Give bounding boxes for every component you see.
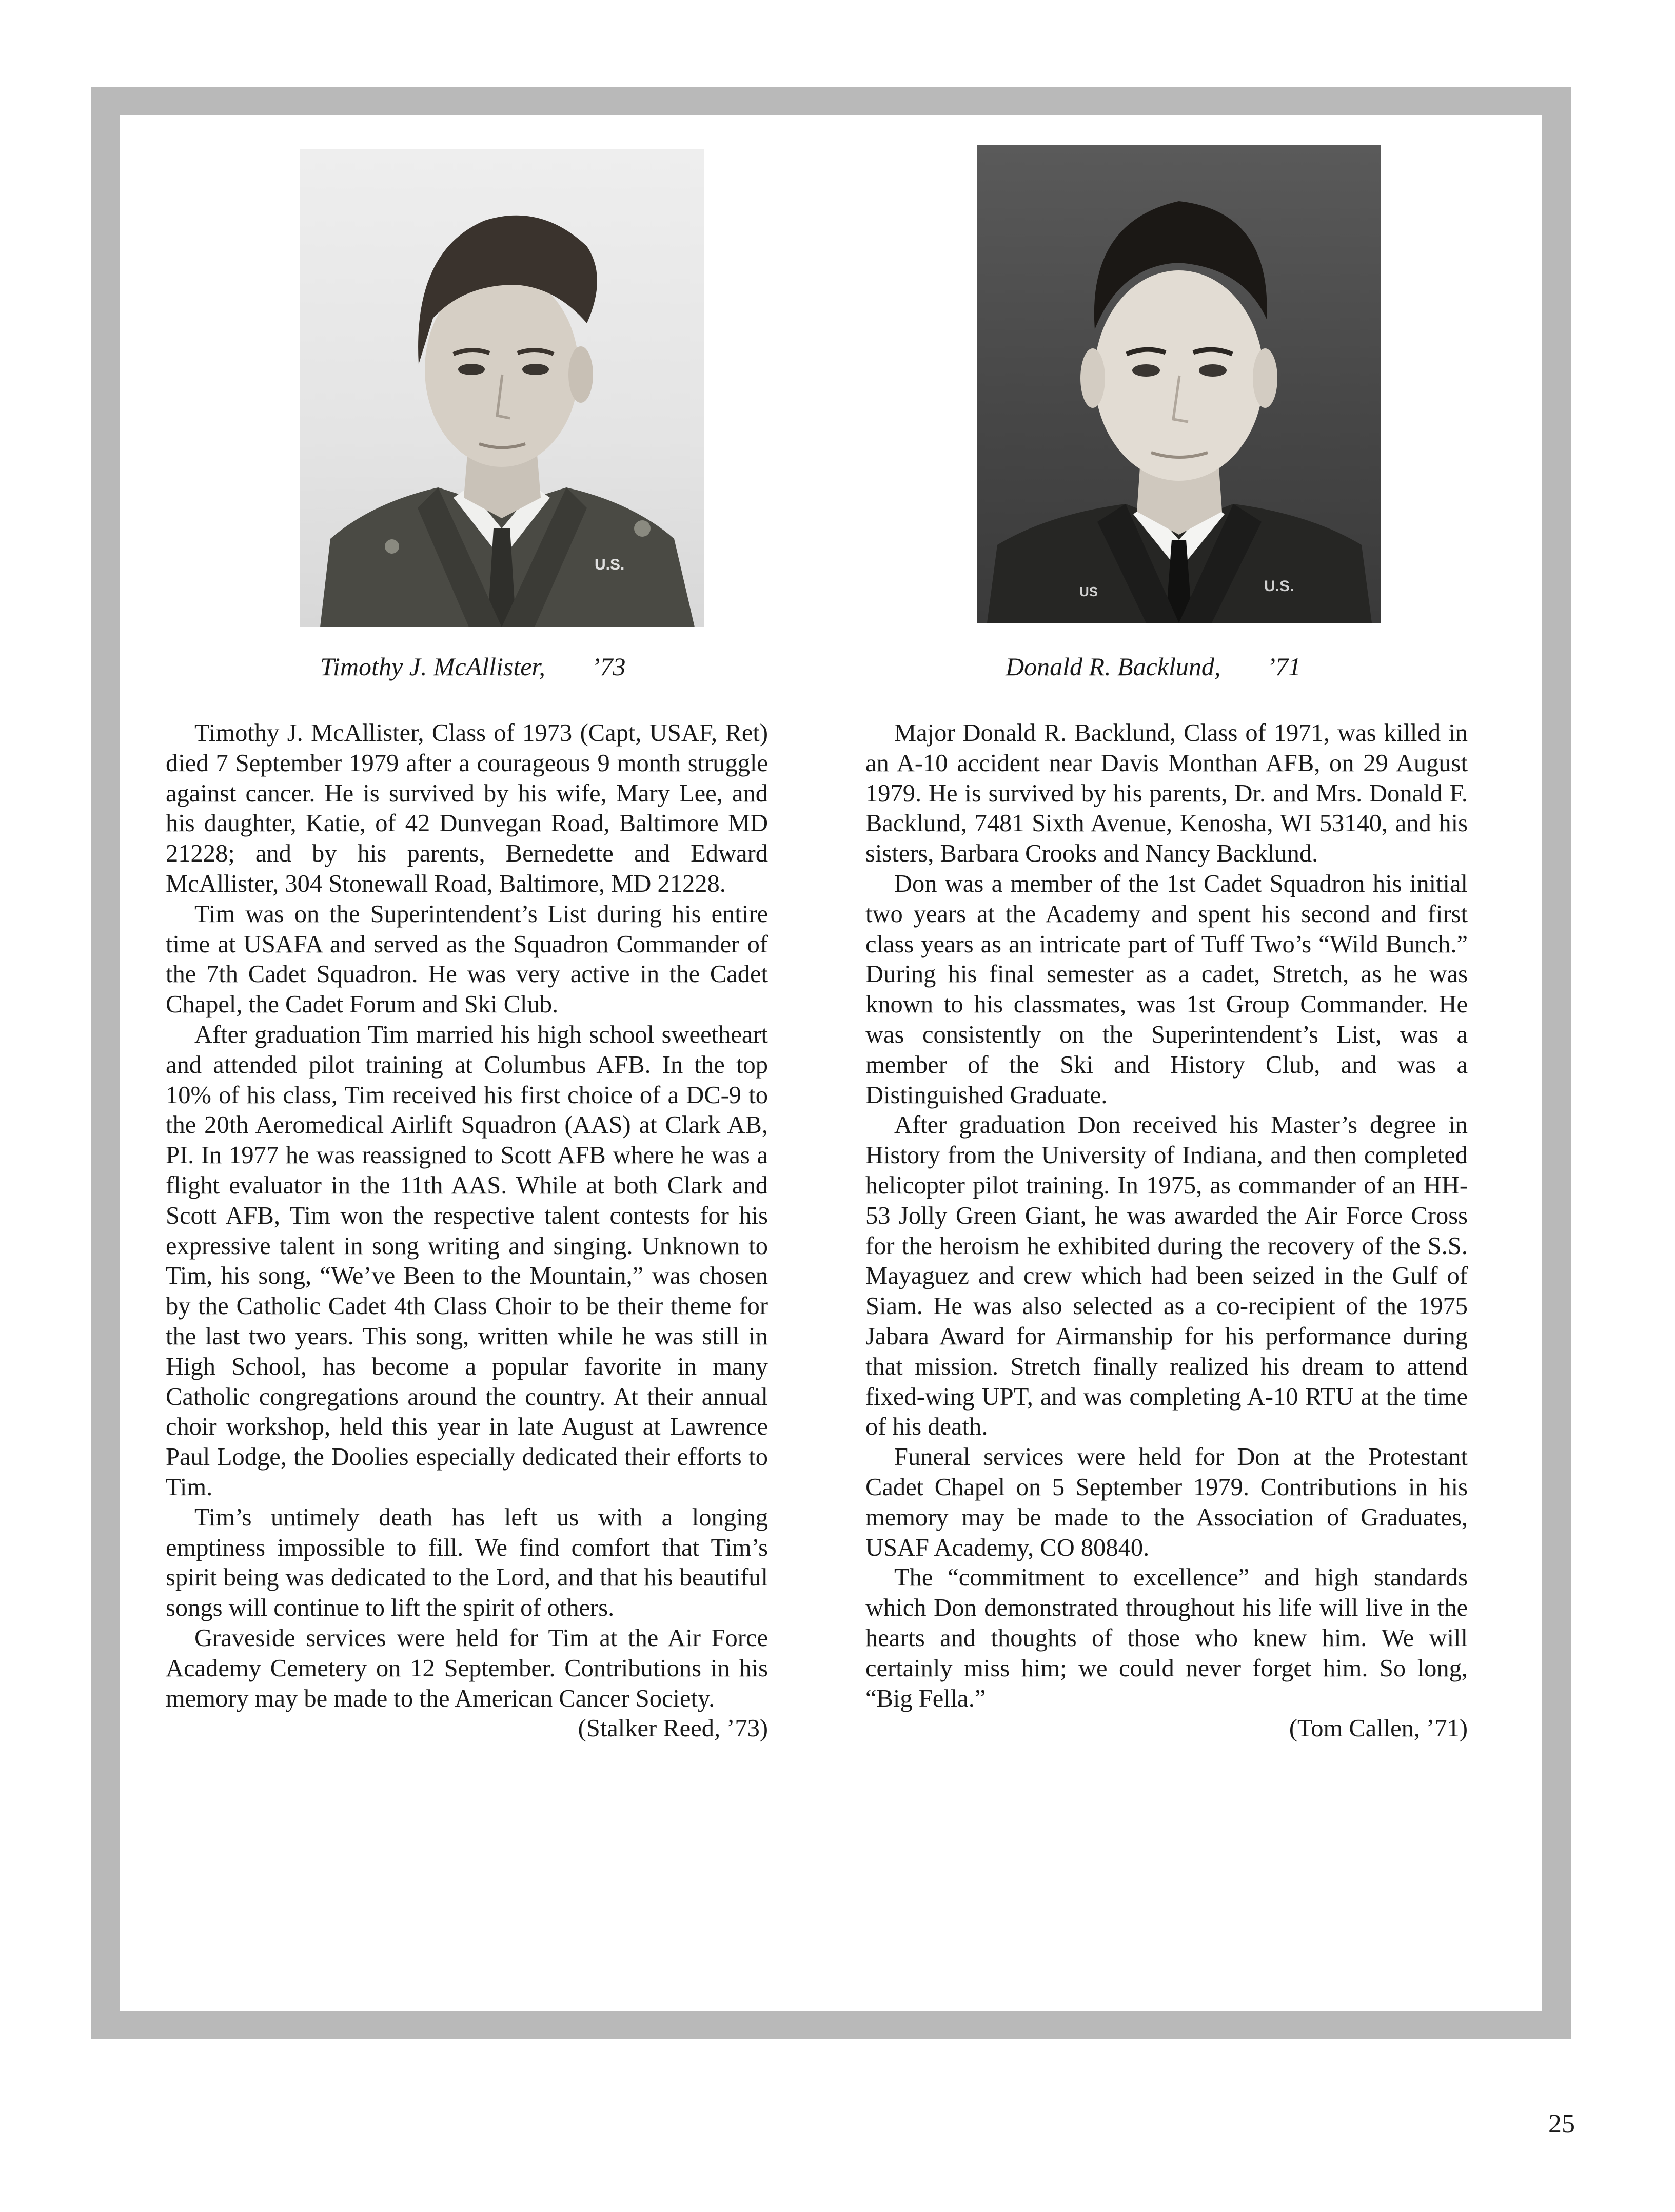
obituary-text-backlund: [865, 718, 1468, 1744]
uniform-badge-text-right: U.S.: [1264, 578, 1294, 595]
paragraph: Tim’s untimely death has left us with a longing emptiness impossible to fill. We find comfort that Tim’s spirit being was dedicated to the Lord, and that his beautiful songs will continue to lift the spirit of others.: [166, 1503, 768, 1622]
paragraph: Don was a member of the 1st Cadet Squadron his initial two years at the Academy and spent his second and first class years as an intricate part of Tuff Two’s “Wild Bunch.” During his final semester as a cadet, Stretch, as he was known to his classmates, was 1st Group Commander. He was consistently on the Superintendent’s List, was a member of the Ski and History Club, and was a Distinguished Graduate.: [865, 870, 1468, 1109]
author-signature: (Stalker Reed, ’73): [578, 1715, 768, 1743]
page-inner-panel: [120, 115, 1542, 2011]
caption-class-year: ’71: [1267, 652, 1302, 681]
paragraph: After graduation Don received his Master’s degree in History from the University of Indiana, and then completed helicopter pilot training. In 1975, as commander of an HH-53 Jolly Green Giant, he was awarded the Air Force Cross for the heroism he exhibited during the recovery of the S.S. Mayaguez and crew which had been seized in the Gulf of Siam. He was also selected as a co-recipient of the 1975 Jabara Award for Airmanship for his performance during that mission. Stretch finally realized his dream to attend fixed-wing UPT, and was completing A-10 RTU at the time of his death.: [865, 1111, 1468, 1441]
obituary-text-mcallister: [166, 718, 768, 1744]
portrait-photo-backlund: [977, 145, 1381, 623]
page-border-frame: [91, 87, 1571, 2039]
paragraph-text: Graveside services were held for Tim at the Air Force Academy Cemetery on 12 September. Contributions in his memory may be made to the American Cancer Society.: [166, 1624, 768, 1712]
uniform-badge-text-left: US: [1079, 584, 1098, 599]
paragraph: Timothy J. McAllister, Class of 1973 (Capt, USAF, Ret) died 7 September 1979 after a courageous 9 month struggle against cancer. He is survived by his wife, Mary Lee, and his daughter, Katie, of 42 Dunvegan Road, Baltimore MD 21228; and by his parents, Bernedette and Edward McAllister, 304 Stonewall Road, Baltimore, MD 21228.: [166, 719, 768, 897]
portrait-illustration-backlund: [977, 145, 1381, 623]
uniform-badge-text: U.S.: [595, 556, 625, 573]
caption-name: Donald R. Backlund,: [1006, 652, 1221, 681]
caption-backlund: [1006, 652, 1301, 681]
paragraph: Funeral services were held for Don at the Protestant Cadet Chapel on 5 September 1979. Contributions in his memory may be made to the Association of Graduates, USAF Academy, CO 80840.: [865, 1443, 1468, 1561]
caption-mcallister: [320, 652, 626, 681]
page-number: 25: [1548, 2109, 1575, 2139]
author-signature: (Tom Callen, ’71): [1289, 1715, 1468, 1743]
paragraph: Tim was on the Superintendent’s List during his entire time at USAFA and served as the Squadron Commander of the 7th Cadet Squadron. He was very active in the Cadet Chapel, the Cadet Forum and Ski Club.: [166, 900, 768, 1019]
caption-name: Timothy J. McAllister,: [320, 652, 545, 681]
paragraph: Major Donald R. Backlund, Class of 1971, was killed in an A-10 accident near Davis Monthan AFB, on 29 August 1979. He is survived by his parents, Dr. and Mrs. Donald F. Backlund, 7481 Sixth Avenue, Kenosha, WI 53140, and his sisters, Barbara Crooks and Nancy Backlund.: [865, 719, 1468, 868]
caption-class-year: ’73: [591, 652, 626, 681]
paragraph: After graduation Tim married his high school sweetheart and attended pilot training at Columbus AFB. In the top 10% of his class, Tim received his first choice of a DC-9 to the 20th Aeromedical Airlift Squadron (AAS) at Clark AB, PI. In 1977 he was reassigned to Scott AFB where he was a flight evaluator in the 11th AAS. While at both Clark and Scott AFB, Tim won the respective talent contests for his expressive talent in song writing and singing. Unknown to Tim, his song, “We’ve Been to the Mountain,” was chosen by the Catholic Cadet 4th Class Choir to be their theme for the last two years. This song, written while he was still in High School, has become a popular favorite in many Catholic congregations around the country. At their annual choir workshop, held this year in late August at Lawrence Paul Lodge, the Doolies especially dedicated their efforts to Tim.: [166, 1021, 768, 1501]
portrait-illustration-mcallister: [300, 149, 704, 627]
paragraph: [166, 1623, 768, 1743]
paragraph: The “commitment to excellence” and high standards which Don demonstrated throughout his life will live in the hearts and thoughts of those who knew him. We will certainly miss him; we could never forget him. So long, “Big Fella.”: [865, 1564, 1468, 1712]
portrait-photo-mcallister: [300, 149, 704, 627]
